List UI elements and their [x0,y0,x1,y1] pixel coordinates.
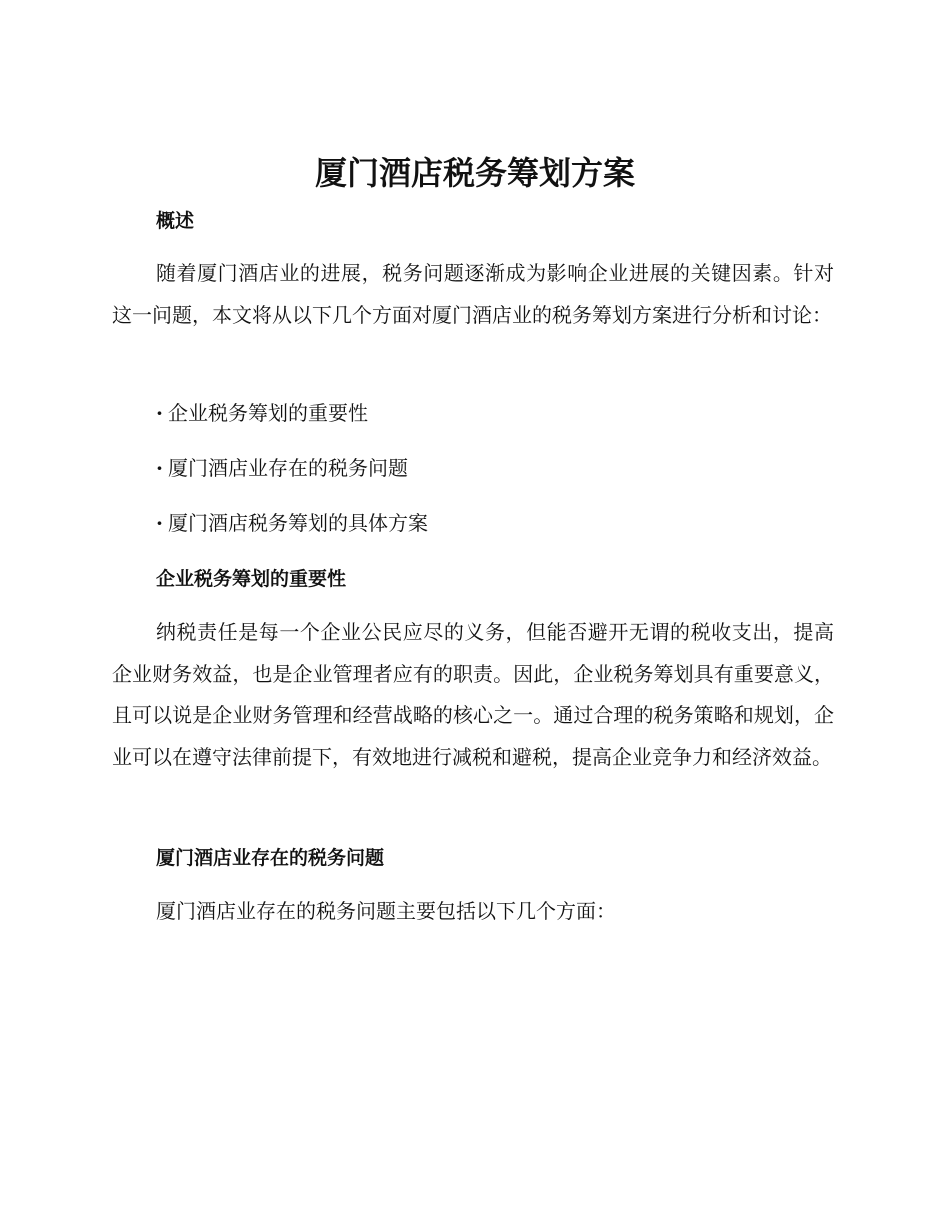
bullet-text: 厦门酒店业存在的税务问题 [168,456,408,480]
bullet-text: 厦门酒店税务筹划的具体方案 [168,511,428,535]
issues-paragraph: 厦门酒店业存在的税务问题主要包括以下几个方面： [156,899,616,923]
bullet-marker: · [156,511,163,535]
document-title: 厦门酒店税务筹划方案 [314,154,635,192]
bullet-marker: · [156,401,163,425]
bullet-text: 企业税务筹划的重要性 [168,401,368,425]
section-heading-importance: 企业税务筹划的重要性 [156,568,347,590]
bullet-marker: · [156,456,163,480]
importance-paragraph: 纳税责任是每一个企业公民应尽的义务，但能否避开无谓的税收支出，提高企业财务效益，也是企业管理者应有的职责。因此，企业税务筹划具有重要意义，且可以说是企业财务管理和经营战略的核心之一。通过合理的税务策略和规划，企业可以在遵守法律前提下，有效地进行减税和避税，提高企业竞争力和经济效益。 [112,620,834,769]
overview-paragraph: 随着厦门酒店业的进展，税务问题逐渐成为影响企业进展的关键因素。针对这一问题，本文将从以下几个方面对厦门酒店业的税务筹划方案进行分析和讨论： [112,261,834,327]
bullet-item [156,454,408,482]
bullet-item [156,509,428,537]
section-heading-issues: 厦门酒店业存在的税务问题 [156,847,385,869]
bullet-item [156,399,368,427]
section-heading-overview: 概述 [156,210,195,232]
